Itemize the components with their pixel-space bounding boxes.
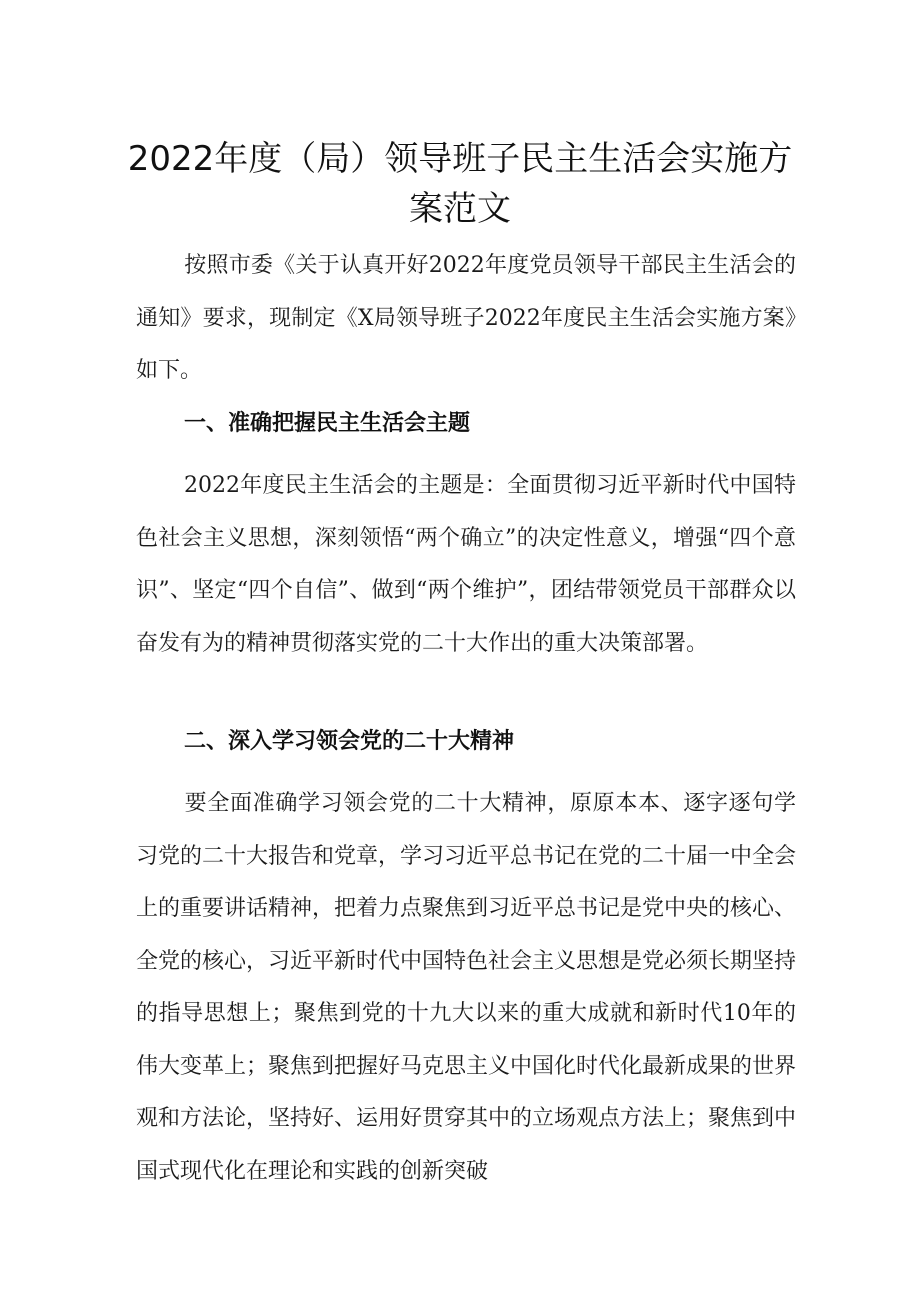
section-heading-2: 二、深入学习领会党的二十大精神 (184, 729, 515, 754)
section-heading-1: 一、准确把握民主生活会主题 (184, 411, 471, 436)
document-title-line-2: 案范文 (409, 189, 511, 229)
section-text-2: 要全面准确学习领会党的二十大精神，原原本本、逐字逐句学习党的二十大报告和党章，学习习近平总书记在党的二十届一中全会上的重要讲话精神，把着力点聚焦到习近平总书记是党中央的核心、全党的核心，习近平新时代中国特色社会主义思想是党必须长期坚持的指导思想上；聚焦到党的十九大以来的重大成就和新时代10年的伟大变革上；聚焦到把握好马克思主义中国化时代化最新成果的世界观和方法论，坚持好、运用好贯穿其中的立场观点方法上；聚焦到中国式现代化在理论和实践的创新突破 (136, 791, 797, 1184)
section-paragraph-2 (136, 778, 796, 1198)
section-text-1: 2022年度民主生活会的主题是：全面贯彻习近平新时代中国特色社会主义思想，深刻领悟“两个确立”的决定性意义，增强“四个意识”、坚定“四个自信”、做到“两个维护”，团结带领党员干部群众以奋发有为的精神贯彻落实党的二十大作出的重大决策部署。 (136, 473, 796, 656)
intro-text: 按照市委《关于认真开好2022年度党员领导干部民主生活会的通知》要求，现制定《X局领导班子2022年度民主生活会实施方案》如下。 (136, 253, 796, 383)
section-paragraph-1 (136, 460, 796, 670)
document-title-line-1: 2022年度（局）领导班子民主生活会实施方 (127, 139, 793, 179)
intro-paragraph (136, 240, 796, 398)
